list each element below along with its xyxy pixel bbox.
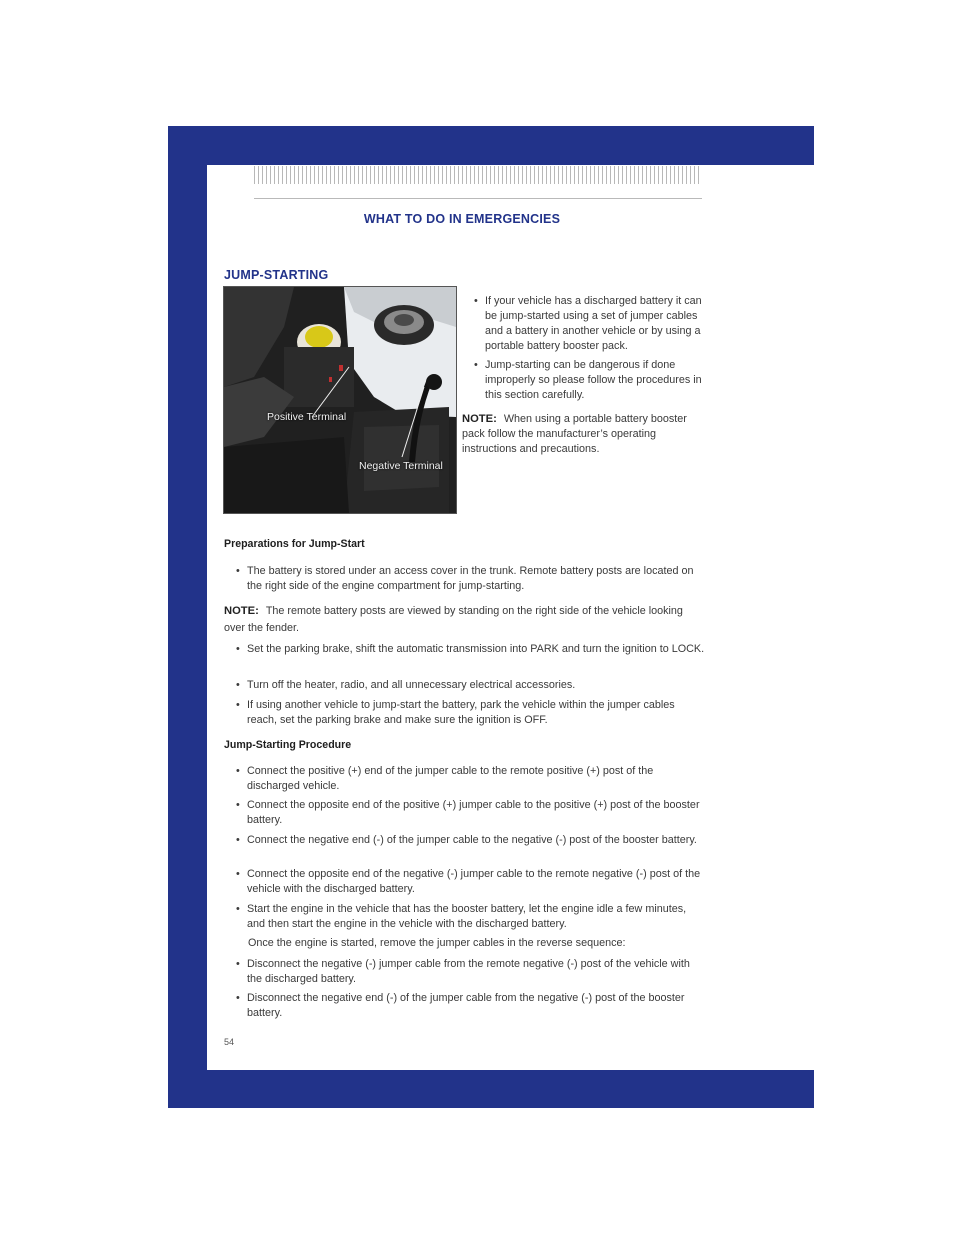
procedure-bullet — [236, 798, 705, 828]
section-header: WHAT TO DO IN EMERGENCIES — [363, 212, 561, 226]
bullet-text: The battery is stored under an access cover in the trunk. Remote battery posts are located on the right side of the engine compartment for jump-starting. — [247, 565, 694, 592]
preparation-bullet — [236, 678, 705, 693]
bullet-text: Connect the opposite end of the positive (+) jumper cable to the positive (+) post of the booster battery. — [247, 799, 700, 826]
header-rule — [254, 198, 702, 199]
bullet-text: If using another vehicle to jump-start the battery, park the vehicle within the jumper cables reach, set the parking brake and make sure the ignition is OFF. — [247, 699, 675, 726]
note-paragraph — [462, 412, 702, 457]
decorative-tick-strip — [254, 166, 702, 184]
note-text: The remote battery posts are viewed by standing on the right side of the vehicle looking over the fender. — [224, 605, 683, 634]
note-paragraph — [224, 603, 696, 637]
bullet-text: Connect the negative end (-) of the jumper cable to the negative (-) post of the booster battery. — [247, 834, 697, 846]
engine-bay-illustration — [224, 287, 456, 513]
procedure-heading: Jump-Starting Procedure — [224, 739, 352, 751]
bullet-text: Disconnect the negative (-) jumper cable from the remote negative (-) post of the vehicle with the discharged battery. — [247, 958, 690, 985]
note-label: NOTE: — [462, 413, 497, 425]
bullet-text: If your vehicle has a discharged battery it can be jump-started using a set of jumper cables and a battery in another vehicle or by using a portable battery booster pack. — [485, 295, 702, 352]
bullet-text: Set the parking brake, shift the automatic transmission into PARK and turn the ignition to LOCK. — [247, 643, 705, 655]
preparation-bullet — [236, 642, 705, 657]
bullet-text: Jump-starting can be dangerous if done improperly so please follow the procedures in this section carefully. — [485, 359, 702, 401]
procedure-bullet — [236, 764, 705, 794]
bullet-text: Disconnect the negative end (-) of the jumper cable from the negative (-) post of the booster battery. — [247, 992, 685, 1019]
preparations-heading: Preparations for Jump-Start — [224, 538, 365, 550]
reverse-sequence-text: Once the engine is started, remove the jumper cables in the reverse sequence: — [248, 937, 626, 949]
bullet-text: Turn off the heater, radio, and all unnecessary electrical accessories. — [247, 679, 576, 691]
note-text: When using a portable battery booster pack follow the manufacturer’s operating instructions and precautions. — [462, 413, 687, 455]
engine-bay-photo — [224, 287, 456, 513]
intro-bullet — [474, 294, 715, 354]
procedure-bullet — [236, 957, 705, 987]
bullet-text: Connect the positive (+) end of the jumper cable to the remote positive (+) post of the discharged vehicle. — [247, 765, 654, 792]
bullet-text: Start the engine in the vehicle that has the booster battery, let the engine idle a few minutes, and then start the engine in the vehicle with the discharged battery. — [247, 903, 687, 930]
positive-terminal-label: Positive Terminal — [267, 411, 347, 423]
procedure-bullet — [236, 902, 705, 932]
procedure-bullet — [236, 833, 705, 848]
preparation-bullet — [236, 698, 705, 728]
page-number: 54 — [224, 1037, 235, 1047]
note-label: NOTE: — [224, 605, 259, 617]
procedure-bullet — [236, 991, 705, 1021]
page-title: JUMP-STARTING — [224, 268, 329, 282]
procedure-bullet — [236, 867, 705, 897]
intro-bullet — [474, 358, 715, 403]
bullet-text: Connect the opposite end of the negative (-) jumper cable to the remote negative (-) post of the vehicle with the discharged battery. — [247, 868, 701, 895]
preparation-bullet — [236, 564, 705, 594]
negative-terminal-label: Negative Terminal — [359, 460, 443, 472]
